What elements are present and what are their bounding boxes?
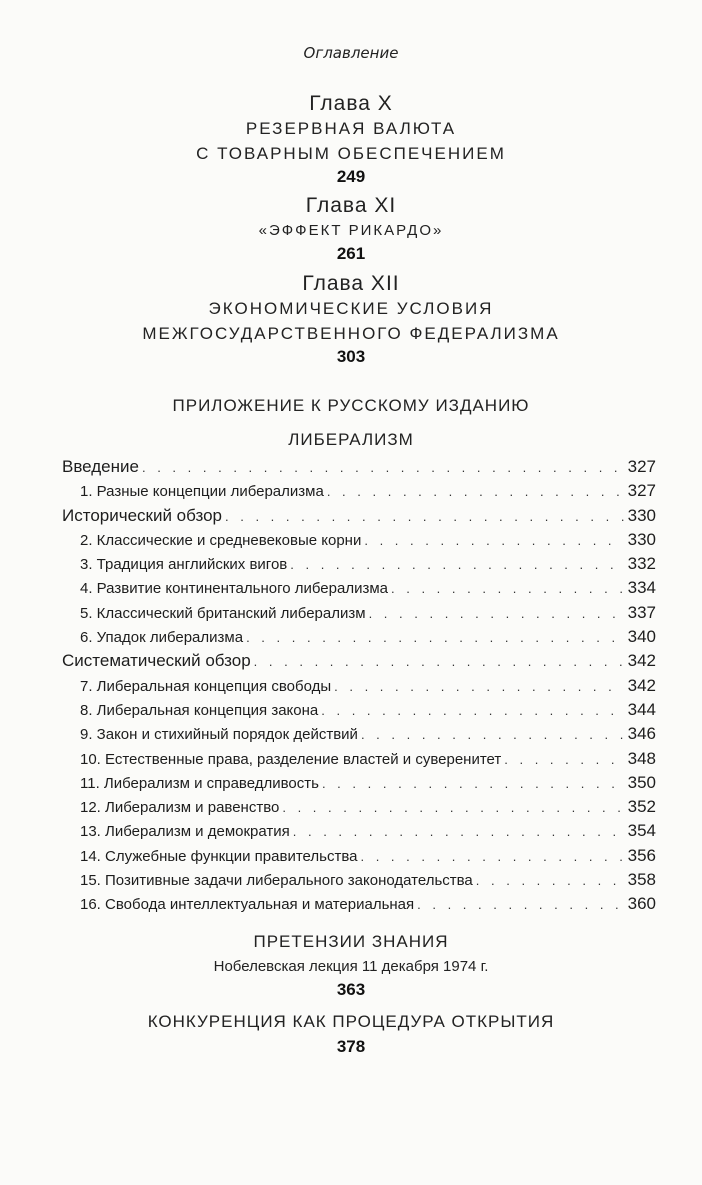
chapter-x: [0, 92, 702, 188]
toc-entry[interactable]: 2. Классические и средневековые корни . . . 330: [62, 530, 656, 554]
toc-entry[interactable]: 12. Либерализм и равенство . . . 352: [62, 797, 656, 821]
toc-entry[interactable]: 10. Естественные права, разделение властей и суверенитет . . . 348: [62, 749, 656, 773]
toc-entry[interactable]: 5. Классический британский либерализм . . . 337: [62, 603, 656, 627]
appendix-subheading: ЛИБЕРАЛИЗМ: [288, 430, 414, 449]
competition-section: [0, 1012, 702, 1058]
chapter-xii: [0, 272, 702, 368]
pretense-page: 363: [336, 980, 366, 999]
toc-entry[interactable]: Исторический обзор . . . 330: [62, 506, 656, 530]
chapter-page: 261: [336, 244, 366, 263]
toc-entry[interactable]: 15. Позитивные задачи либерального законодательства . . . 358: [62, 870, 656, 894]
chapter-xi: [0, 194, 702, 265]
chapter-label: Глава XI: [305, 194, 397, 217]
pretense-subtitle: Нобелевская лекция 11 декабря 1974 г.: [213, 958, 489, 975]
chapter-title-line: ЭКОНОМИЧЕСКИЕ УСЛОВИЯ: [208, 299, 494, 318]
toc-entry[interactable]: 14. Служебные функции правительства . . . 356: [62, 846, 656, 870]
appendix-heading: ПРИЛОЖЕНИЕ К РУССКОМУ ИЗДАНИЮ: [172, 396, 530, 415]
toc-entry[interactable]: 3. Традиция английских вигов . . . 332: [62, 554, 656, 578]
chapter-label: Глава XII: [302, 272, 400, 295]
toc-entry[interactable]: Введение . . . 327: [62, 457, 656, 481]
running-head: Оглавление: [303, 44, 399, 62]
pretense-title: ПРЕТЕНЗИИ ЗНАНИЯ: [253, 932, 449, 951]
chapter-title-line: МЕЖГОСУДАРСТВЕННОГО ФЕДЕРАЛИЗМА: [142, 324, 560, 343]
toc-entry[interactable]: 16. Свобода интеллектуальная и материальная . . . 360: [62, 894, 656, 918]
toc-entry[interactable]: 8. Либеральная концепция закона . . . 344: [62, 700, 656, 724]
toc-entry[interactable]: 4. Развитие континентального либерализма . . . 334: [62, 578, 656, 602]
chapter-title-line: РЕЗЕРВНАЯ ВАЛЮТА: [245, 119, 457, 138]
chapter-page: 249: [336, 167, 366, 186]
toc-entry[interactable]: 6. Упадок либерализма . . . 340: [62, 627, 656, 651]
toc-entry[interactable]: 7. Либеральная концепция свободы . . . 342: [62, 676, 656, 700]
competition-page: 378: [336, 1037, 366, 1056]
chapter-title-line: «ЭФФЕКТ РИКАРДО»: [258, 222, 444, 239]
toc-list: [62, 457, 656, 919]
chapter-page: 303: [336, 347, 366, 366]
toc-entry[interactable]: 11. Либерализм и справедливость . . . 350: [62, 773, 656, 797]
pretense-section: [0, 932, 702, 1001]
chapter-label: Глава X: [309, 92, 393, 115]
toc-entry[interactable]: Систематический обзор . . . 342: [62, 651, 656, 675]
chapter-title-line: С ТОВАРНЫМ ОБЕСПЕЧЕНИЕМ: [196, 144, 506, 163]
toc-entry[interactable]: 1. Разные концепции либерализма . . . 327: [62, 481, 656, 505]
toc-entry[interactable]: 13. Либерализм и демократия . . . 354: [62, 821, 656, 845]
competition-title: КОНКУРЕНЦИЯ КАК ПРОЦЕДУРА ОТКРЫТИЯ: [147, 1012, 555, 1031]
toc-entry[interactable]: 9. Закон и стихийный порядок действий . . . 346: [62, 724, 656, 748]
